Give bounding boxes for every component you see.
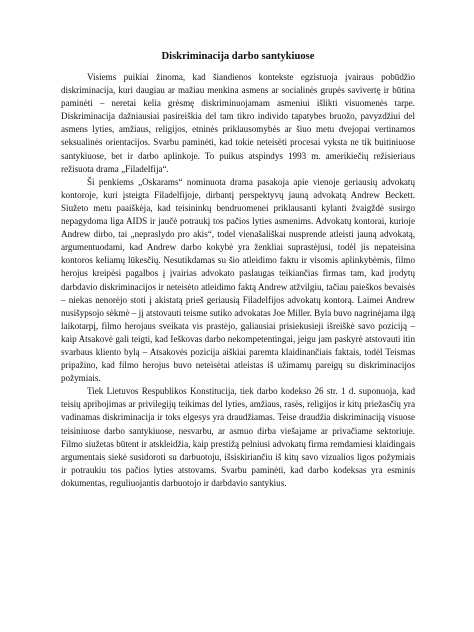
paragraph-3: Tiek Lietuvos Respublikos Konstitucija, tiek darbo kodekso 26 str. 1 d. suponuoja, kad teisių apribojimas ar privilegijų teikimas del lyties, amžiaus, rasės, religijos ir kitų priežasčių yra vadinamas diskriminacija ir toks elgesys yra draudžiamas. Teise draudžia diskriminaciją visuose teisiniuose darbo santykiuose, nesvarbu, ar asmuo dirba viešajame ar privačiame sektoriuje. Filmo siužetas būtent ir atskleidžia, kaip prestižą pelniusi advokatų firma remdamiesi klaidingais argumentais siekė susidoroti su darbuotoju, išsiskiriančiu iš kitų savo vizualios ligos požymiais ir potraukiu tos pačios lyties atstovams. Svarbu paminėti, kad darbo kodeksas yra esminis dokumentas, reguliuojantis darbuotojo ir darbdavio santykius. xyxy=(61,386,415,488)
document-page xyxy=(61,36,415,490)
document-title: Diskriminacija darbo santykiuose xyxy=(161,51,315,62)
paragraph-2: Ši penkiems „Oskarams“ nominuota drama pasakoja apie vienoje geriausių advokatų kontoroje, kuri įsteigta Filadelfijoje, dirbantį perspektyvų jauną advokatą Andrew Beckett. Siužeto metu paaiškėja, kad teisininkų bendruomenei priklausanti kylanti žvaigždė susirgo nepagydoma liga AIDS ir jaučė potraukį tos pačios lyties asmenims. Advokatų kontorai, kurioje Andrew dirbo, tai „nepraslydo pro akis“, todel vienašališkai nusprende atleisti jauną advokatą, argumentuodami, kad Andrew darbo kokybė yra ženkliai suprastėjusi, todėl jis nepateisina kontoros keliamų lūkesčių. Nesutikdamas su šio atleidimo faktu ir visomis aplinkybėmis, filmo herojus kreipėsi pagalbos į įvairias advokato paslaugas teikiančias firmas tam, kad įrodytų darbdavio diskriminacijos ir neteisėto atleidimo faktą Andrew atžvilgiu, tačiau paieškos bevaisės – niekas nenorėjo stoti į akistatą prieš geriausią Filadelfijos advokatų kontorą. Laimei Andrew nusišypsojo sėkmė – jį atstovauti teisme sutiko advokatas Joe Miller. Byla buvo nagrinėjama ilgą laikotarpį, filmo herojaus sveikata vis prastėjo, galiausiai prisiekusieji išreiškė savo poziciją – kaip Atsakovė gali teigti, kad Ieškovas darbo nekompetentingai, jeigu jam paskyrė atstovauti itin svarbaus kliento bylą – Atsakovės pozicija aiškiai paremta klaidinančiais faktais, todėl Teismas pripažino, kad filmo herojus buvo neteisėtai atleistas iš užimamų pareigų su diskriminacijos požymiais. xyxy=(61,176,415,384)
paragraph-1: Visiems puikiai žinoma, kad šiandienos kontekste egzistuoja įvairaus pobūdžio diskriminacija, kuri daugiau ar mažiau menkina asmens ar socialinės grupės savivertę ir būtina paminėti – neretai kelia grėsmę diskriminuojamam asmeniui išlikti visuomenės tarpe. Diskriminacija dažniausiai pasireiškia del tam tikro individo tapatybes bruožo, pavyzdžiui del asmens lyties, amžiaus, religijos, etninės priklausomybės ar šiuo metu dvejopai vertinamos seksualinės orientacijos. Svarbu paminėti, kad tokie neteisėti procesai vyksta ne tik buitiniuose santykiuose, bet ir darbo aplinkoje. To puikus atspindys 1993 m. amerikiečių režisieriaus režisuota drama „Filadelfija“. xyxy=(61,72,415,174)
